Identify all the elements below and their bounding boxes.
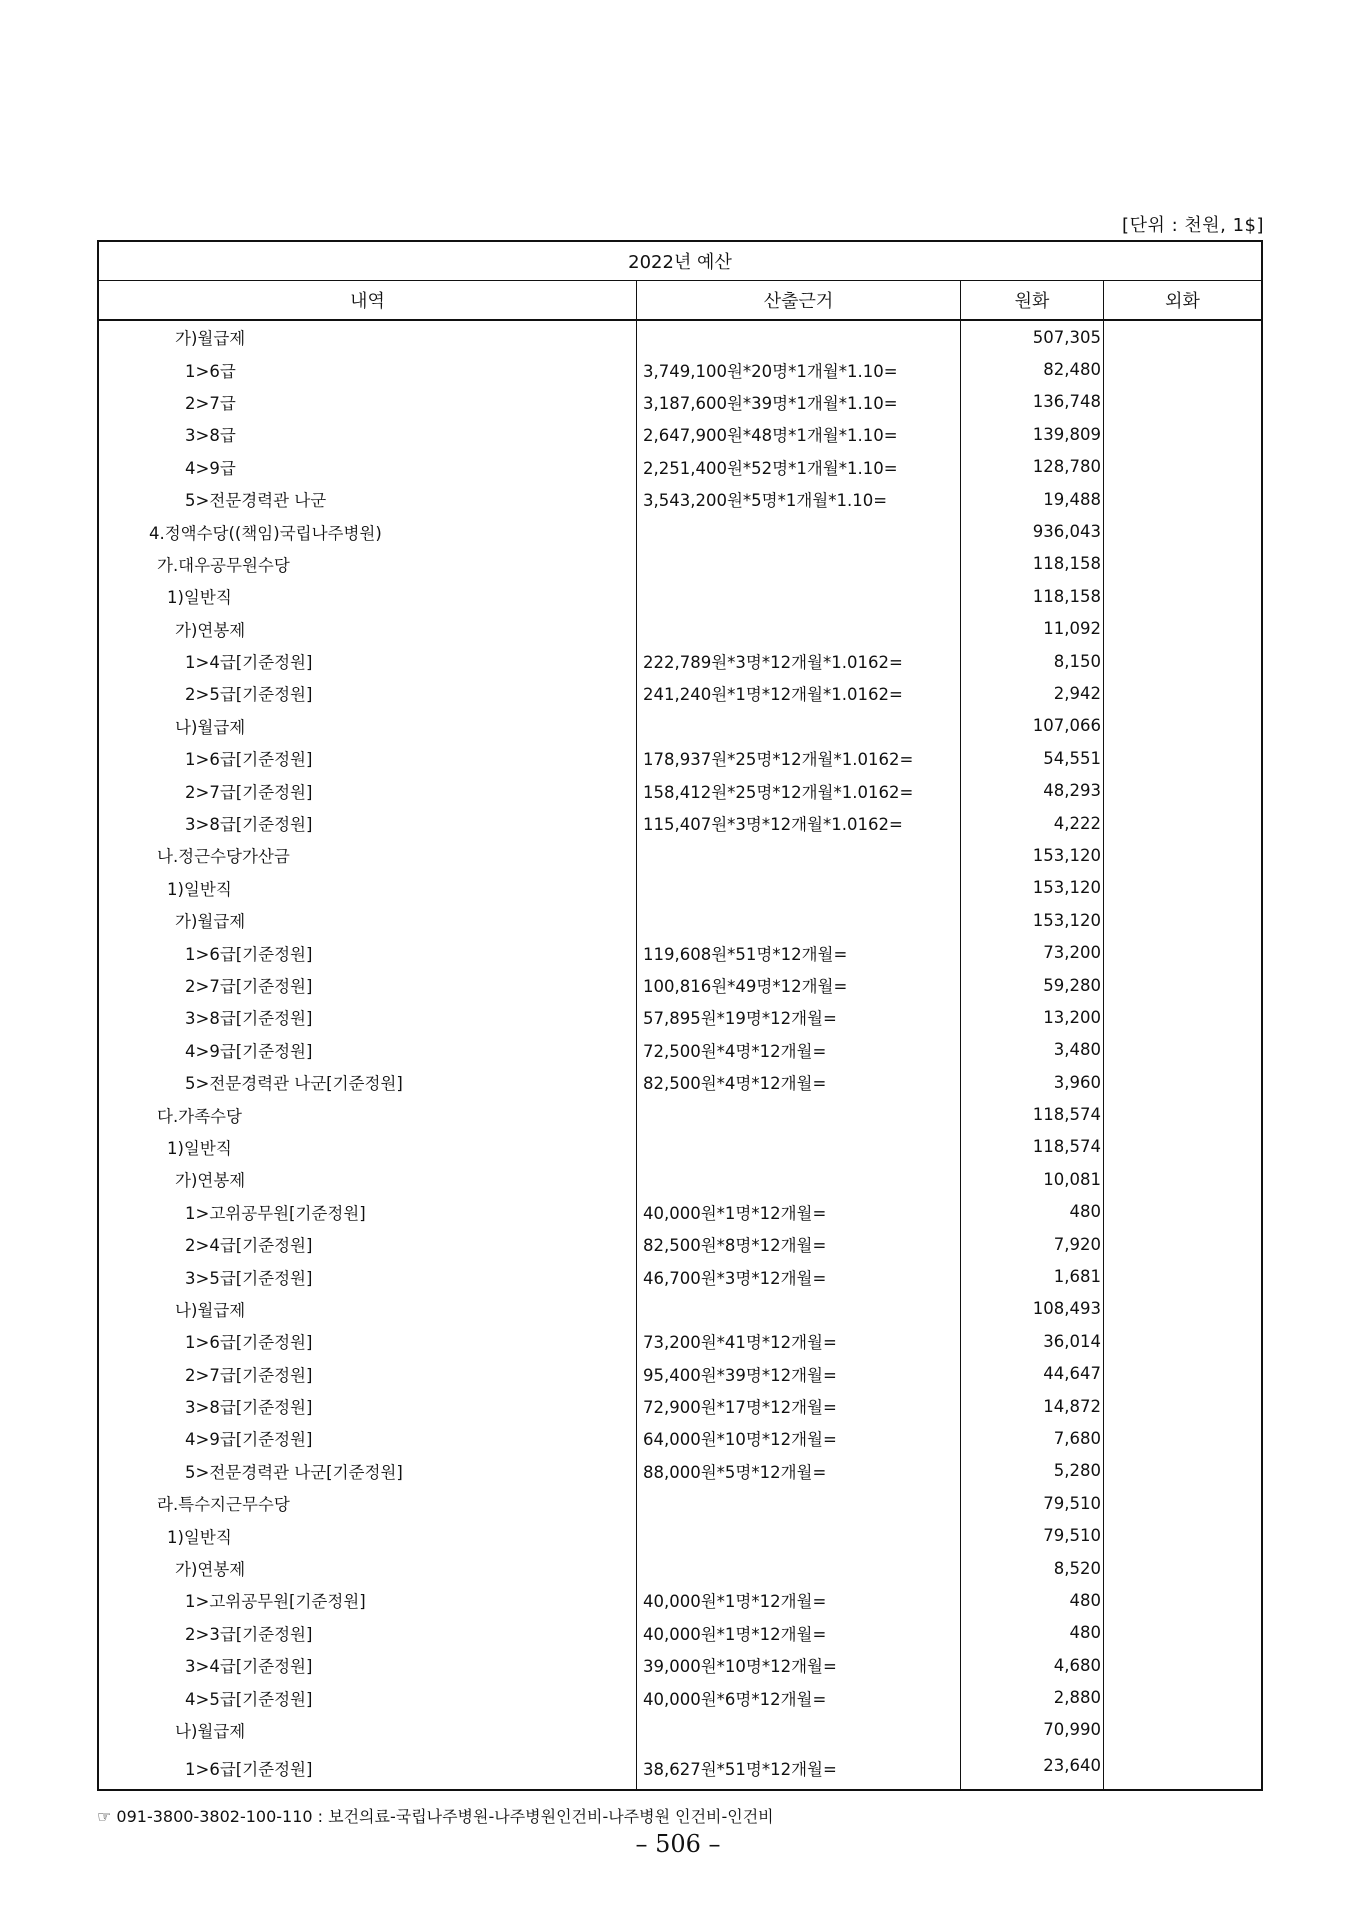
cell-krw: 8,520	[961, 1552, 1104, 1584]
cell-item: 2>7급[기준정원]	[99, 969, 637, 1001]
cell-krw: 10,081	[961, 1163, 1104, 1195]
cell-basis: 95,400원*39명*12개월=	[637, 1358, 961, 1390]
table-row	[99, 1260, 1261, 1292]
cell-fx	[1104, 1455, 1261, 1487]
table-body	[99, 321, 1261, 1789]
table-row	[99, 613, 1261, 645]
cell-krw: 507,305	[961, 321, 1104, 353]
table-row	[99, 353, 1261, 385]
cell-basis: 178,937원*25명*12개월*1.0162=	[637, 742, 961, 774]
cell-basis	[637, 1098, 961, 1130]
cell-fx	[1104, 548, 1261, 580]
cell-item: 1>고위공무원[기준정원]	[99, 1196, 637, 1228]
cell-krw: 73,200	[961, 936, 1104, 968]
cell-basis: 38,627원*51명*12개월=	[637, 1746, 961, 1789]
cell-basis: 241,240원*1명*12개월*1.0162=	[637, 677, 961, 709]
table-row	[99, 1001, 1261, 1033]
cell-basis	[637, 1131, 961, 1163]
cell-item: 4>9급	[99, 451, 637, 483]
cell-krw: 48,293	[961, 774, 1104, 806]
cell-krw: 8,150	[961, 645, 1104, 677]
header-krw: 원화	[961, 281, 1104, 319]
table-row	[99, 1228, 1261, 1260]
cell-krw: 5,280	[961, 1455, 1104, 1487]
cell-krw: 153,120	[961, 904, 1104, 936]
table-row	[99, 1519, 1261, 1551]
cell-item: 4>9급[기준정원]	[99, 1422, 637, 1454]
table-row	[99, 774, 1261, 806]
cell-fx	[1104, 1519, 1261, 1551]
cell-item: 가)연봉제	[99, 1163, 637, 1195]
cell-basis: 88,000원*5명*12개월=	[637, 1455, 961, 1487]
cell-item: 나)월급제	[99, 1293, 637, 1325]
cell-item: 1)일반직	[99, 1131, 637, 1163]
cell-item: 1>6급	[99, 353, 637, 385]
cell-krw: 107,066	[961, 710, 1104, 742]
cell-krw: 153,120	[961, 872, 1104, 904]
cell-fx	[1104, 677, 1261, 709]
cell-krw: 54,551	[961, 742, 1104, 774]
table-row	[99, 1617, 1261, 1649]
cell-fx	[1104, 1714, 1261, 1746]
cell-krw: 79,510	[961, 1487, 1104, 1519]
cell-fx	[1104, 872, 1261, 904]
cell-basis	[637, 839, 961, 871]
cell-krw: 2,942	[961, 677, 1104, 709]
cell-item: 1>6급[기준정원]	[99, 1746, 637, 1789]
cell-fx	[1104, 386, 1261, 418]
cell-basis: 40,000원*6명*12개월=	[637, 1681, 961, 1713]
table-row	[99, 742, 1261, 774]
cell-basis: 57,895원*19명*12개월=	[637, 1001, 961, 1033]
cell-krw: 936,043	[961, 515, 1104, 547]
table-row	[99, 969, 1261, 1001]
cell-basis: 40,000원*1명*12개월=	[637, 1584, 961, 1616]
table-row	[99, 904, 1261, 936]
cell-fx	[1104, 1617, 1261, 1649]
table-row	[99, 1196, 1261, 1228]
cell-fx	[1104, 936, 1261, 968]
table-row	[99, 1131, 1261, 1163]
cell-krw: 118,574	[961, 1098, 1104, 1130]
table-row	[99, 1293, 1261, 1325]
cell-item: 3>4급[기준정원]	[99, 1649, 637, 1681]
cell-item: 2>5급[기준정원]	[99, 677, 637, 709]
table-row	[99, 321, 1261, 353]
cell-fx	[1104, 451, 1261, 483]
cell-fx	[1104, 969, 1261, 1001]
cell-krw: 4,680	[961, 1649, 1104, 1681]
cell-fx	[1104, 1681, 1261, 1713]
unit-label: [단위 : 천원, 1$]	[1122, 215, 1264, 236]
cell-item: 2>7급[기준정원]	[99, 774, 637, 806]
table-header-row	[99, 281, 1261, 321]
cell-krw: 1,681	[961, 1260, 1104, 1292]
table-row	[99, 936, 1261, 968]
cell-fx	[1104, 353, 1261, 385]
cell-fx	[1104, 904, 1261, 936]
cell-basis: 158,412원*25명*12개월*1.0162=	[637, 774, 961, 806]
table-row	[99, 515, 1261, 547]
table-row	[99, 1034, 1261, 1066]
table-row	[99, 1714, 1261, 1746]
table-row	[99, 451, 1261, 483]
cell-item: 5>전문경력관 나군[기준정원]	[99, 1455, 637, 1487]
cell-item: 1>4급[기준정원]	[99, 645, 637, 677]
cell-krw: 59,280	[961, 969, 1104, 1001]
table-row	[99, 1066, 1261, 1098]
table-row	[99, 1358, 1261, 1390]
cell-fx	[1104, 1034, 1261, 1066]
budget-table	[97, 240, 1263, 1791]
cell-item: 3>8급[기준정원]	[99, 807, 637, 839]
cell-basis: 3,749,100원*20명*1개월*1.10=	[637, 353, 961, 385]
cell-fx	[1104, 807, 1261, 839]
table-row	[99, 548, 1261, 580]
cell-item: 3>8급	[99, 418, 637, 450]
cell-krw: 136,748	[961, 386, 1104, 418]
cell-fx	[1104, 483, 1261, 515]
cell-fx	[1104, 1358, 1261, 1390]
cell-krw: 139,809	[961, 418, 1104, 450]
cell-fx	[1104, 1325, 1261, 1357]
cell-basis: 40,000원*1명*12개월=	[637, 1617, 961, 1649]
cell-basis: 100,816원*49명*12개월=	[637, 969, 961, 1001]
cell-basis: 39,000원*10명*12개월=	[637, 1649, 961, 1681]
cell-fx	[1104, 613, 1261, 645]
cell-krw: 480	[961, 1584, 1104, 1616]
cell-item: 가.대우공무원수당	[99, 548, 637, 580]
table-title: 2022년 예산	[99, 242, 1261, 281]
cell-item: 4.정액수당((책임)국립나주병원)	[99, 515, 637, 547]
table-row	[99, 677, 1261, 709]
cell-item: 나)월급제	[99, 1714, 637, 1746]
cell-basis: 222,789원*3명*12개월*1.0162=	[637, 645, 961, 677]
page-number: – 506 –	[635, 1830, 721, 1858]
cell-basis: 3,187,600원*39명*1개월*1.10=	[637, 386, 961, 418]
cell-fx	[1104, 1260, 1261, 1292]
cell-item: 다.가족수당	[99, 1098, 637, 1130]
table-row	[99, 1098, 1261, 1130]
cell-basis	[637, 515, 961, 547]
cell-krw: 36,014	[961, 1325, 1104, 1357]
cell-basis	[637, 1552, 961, 1584]
footnote: ☞ 091-3800-3802-100-110 : 보건의료-국립나주병원-나주병원인건비-나주병원 인건비-인건비	[97, 1807, 774, 1826]
cell-item: 나)월급제	[99, 710, 637, 742]
cell-fx	[1104, 515, 1261, 547]
cell-item: 3>8급[기준정원]	[99, 1001, 637, 1033]
table-row	[99, 1649, 1261, 1681]
cell-krw: 79,510	[961, 1519, 1104, 1551]
cell-krw: 118,574	[961, 1131, 1104, 1163]
cell-fx	[1104, 321, 1261, 353]
table-row	[99, 1552, 1261, 1584]
table-row	[99, 580, 1261, 612]
cell-krw: 44,647	[961, 1358, 1104, 1390]
table-row	[99, 1422, 1261, 1454]
cell-krw: 118,158	[961, 580, 1104, 612]
cell-item: 1)일반직	[99, 1519, 637, 1551]
cell-item: 1)일반직	[99, 872, 637, 904]
cell-krw: 7,920	[961, 1228, 1104, 1260]
cell-basis	[637, 872, 961, 904]
table-row	[99, 645, 1261, 677]
cell-basis: 72,900원*17명*12개월=	[637, 1390, 961, 1422]
cell-basis: 2,251,400원*52명*1개월*1.10=	[637, 451, 961, 483]
cell-fx	[1104, 839, 1261, 871]
cell-item: 2>4급[기준정원]	[99, 1228, 637, 1260]
cell-fx	[1104, 1746, 1261, 1789]
cell-basis	[637, 710, 961, 742]
header-fx: 외화	[1165, 291, 1200, 312]
cell-item: 4>5급[기준정원]	[99, 1681, 637, 1713]
cell-item: 3>8급[기준정원]	[99, 1390, 637, 1422]
cell-basis: 64,000원*10명*12개월=	[637, 1422, 961, 1454]
cell-basis: 82,500원*8명*12개월=	[637, 1228, 961, 1260]
cell-krw: 13,200	[961, 1001, 1104, 1033]
cell-krw: 7,680	[961, 1422, 1104, 1454]
cell-item: 2>3급[기준정원]	[99, 1617, 637, 1649]
cell-krw: 108,493	[961, 1293, 1104, 1325]
cell-fx	[1104, 1487, 1261, 1519]
cell-krw: 128,780	[961, 451, 1104, 483]
cell-krw: 480	[961, 1196, 1104, 1228]
cell-item: 1>6급[기준정원]	[99, 936, 637, 968]
cell-item: 1>6급[기준정원]	[99, 742, 637, 774]
cell-krw: 14,872	[961, 1390, 1104, 1422]
cell-basis	[637, 548, 961, 580]
cell-item: 1>고위공무원[기준정원]	[99, 1584, 637, 1616]
cell-basis: 82,500원*4명*12개월=	[637, 1066, 961, 1098]
cell-basis	[637, 904, 961, 936]
table-row	[99, 807, 1261, 839]
header-basis: 산출근거	[637, 281, 961, 319]
cell-basis	[637, 1163, 961, 1195]
cell-item: 2>7급[기준정원]	[99, 1358, 637, 1390]
cell-item: 5>전문경력관 나군[기준정원]	[99, 1066, 637, 1098]
cell-basis	[637, 1293, 961, 1325]
cell-krw: 19,488	[961, 483, 1104, 515]
table-row	[99, 1163, 1261, 1195]
cell-basis: 46,700원*3명*12개월=	[637, 1260, 961, 1292]
cell-krw: 153,120	[961, 839, 1104, 871]
cell-basis: 119,608원*51명*12개월=	[637, 936, 961, 968]
cell-fx	[1104, 1390, 1261, 1422]
cell-fx	[1104, 710, 1261, 742]
cell-krw: 4,222	[961, 807, 1104, 839]
cell-item: 라.특수지근무수당	[99, 1487, 637, 1519]
cell-basis	[637, 1714, 961, 1746]
cell-fx	[1104, 1098, 1261, 1130]
cell-item: 1)일반직	[99, 580, 637, 612]
cell-fx	[1104, 1228, 1261, 1260]
table-row	[99, 386, 1261, 418]
table-row	[99, 1681, 1261, 1713]
cell-basis: 2,647,900원*48명*1개월*1.10=	[637, 418, 961, 450]
cell-fx	[1104, 1422, 1261, 1454]
cell-fx	[1104, 1001, 1261, 1033]
cell-item: 나.정근수당가산금	[99, 839, 637, 871]
cell-item: 5>전문경력관 나군	[99, 483, 637, 515]
cell-fx	[1104, 1584, 1261, 1616]
cell-fx	[1104, 418, 1261, 450]
cell-fx	[1104, 1196, 1261, 1228]
table-row	[99, 1584, 1261, 1616]
cell-basis: 40,000원*1명*12개월=	[637, 1196, 961, 1228]
cell-item: 가)연봉제	[99, 1552, 637, 1584]
cell-krw: 11,092	[961, 613, 1104, 645]
cell-fx	[1104, 580, 1261, 612]
cell-item: 2>7급	[99, 386, 637, 418]
cell-fx	[1104, 1293, 1261, 1325]
cell-basis	[637, 580, 961, 612]
header-item: 내역	[99, 281, 637, 319]
cell-basis: 72,500원*4명*12개월=	[637, 1034, 961, 1066]
cell-fx	[1104, 645, 1261, 677]
cell-fx	[1104, 1066, 1261, 1098]
cell-fx	[1104, 774, 1261, 806]
cell-basis	[637, 613, 961, 645]
cell-krw: 3,480	[961, 1034, 1104, 1066]
cell-item: 가)월급제	[99, 321, 637, 353]
table-row	[99, 1390, 1261, 1422]
table-row	[99, 1746, 1261, 1789]
table-row	[99, 483, 1261, 515]
table-row	[99, 418, 1261, 450]
cell-fx	[1104, 1649, 1261, 1681]
cell-krw: 480	[961, 1617, 1104, 1649]
cell-basis	[637, 1487, 961, 1519]
cell-basis: 73,200원*41명*12개월=	[637, 1325, 961, 1357]
cell-basis	[637, 1519, 961, 1551]
cell-fx	[1104, 742, 1261, 774]
table-row	[99, 1487, 1261, 1519]
cell-item: 4>9급[기준정원]	[99, 1034, 637, 1066]
table-row	[99, 872, 1261, 904]
cell-item: 가)월급제	[99, 904, 637, 936]
table-row	[99, 710, 1261, 742]
cell-krw: 2,880	[961, 1681, 1104, 1713]
cell-fx	[1104, 1131, 1261, 1163]
cell-item: 3>5급[기준정원]	[99, 1260, 637, 1292]
cell-krw: 3,960	[961, 1066, 1104, 1098]
cell-krw: 118,158	[961, 548, 1104, 580]
cell-krw: 23,640	[961, 1746, 1104, 1789]
cell-fx	[1104, 1552, 1261, 1584]
table-row	[99, 1325, 1261, 1357]
cell-krw: 70,990	[961, 1714, 1104, 1746]
cell-fx	[1104, 1163, 1261, 1195]
cell-item: 1>6급[기준정원]	[99, 1325, 637, 1357]
cell-basis: 115,407원*3명*12개월*1.0162=	[637, 807, 961, 839]
cell-basis: 3,543,200원*5명*1개월*1.10=	[637, 483, 961, 515]
cell-basis	[637, 321, 961, 353]
table-row	[99, 1455, 1261, 1487]
table-row	[99, 839, 1261, 871]
cell-krw: 82,480	[961, 353, 1104, 385]
cell-item: 가)연봉제	[99, 613, 637, 645]
